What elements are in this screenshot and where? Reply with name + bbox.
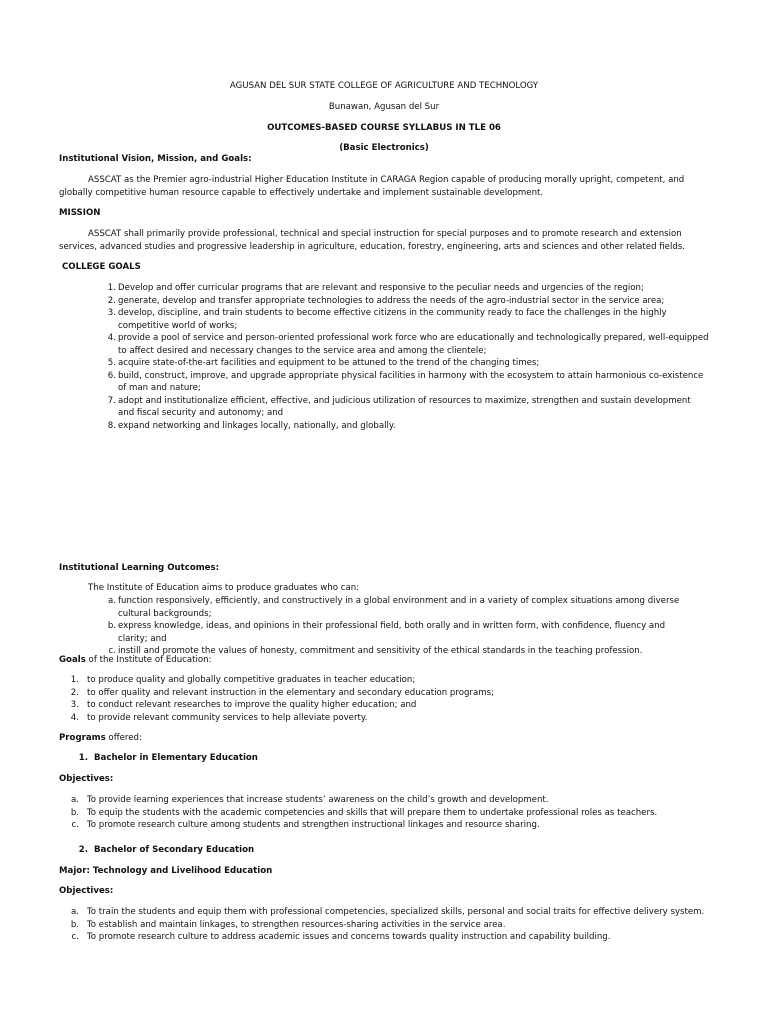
list-item: 2. generate, develop and transfer appropriate technologies to address the needs of the agro-industrial sector in the service area; bbox=[107, 295, 665, 306]
list-item: b. To establish and maintain linkages, to strengthen resources-sharing activities in the service area. bbox=[70, 919, 506, 930]
syllabus-title: OUTCOMES-BASED COURSE SYLLABUS IN TLE 06 bbox=[267, 123, 501, 133]
vision-heading: Institutional Vision, Mission, and Goals: bbox=[59, 154, 252, 164]
program-2: 2. Bachelor of Secondary Education bbox=[78, 845, 255, 855]
list-item: 5. acquire state-of-the-art facilities and equipment to be attuned to the trend of the changing times; bbox=[107, 358, 540, 368]
objectives-1-list bbox=[59, 794, 709, 832]
list-item: b. express knowledge, ideas, and opinions in their professional field, both orally and in written form, with confidence, fluency and clarity; and bbox=[107, 621, 666, 644]
institute-goals-heading: Goals of the Institute of Education: bbox=[59, 655, 212, 665]
mission-heading: MISSION bbox=[59, 208, 101, 218]
program-1: 1. Bachelor in Elementary Education bbox=[78, 753, 258, 763]
list-item: 2. to offer quality and relevant instruction in the elementary and secondary education programs; bbox=[70, 687, 494, 698]
list-item: c. To promote research culture to address academic issues and concerns towards quality instruction and capability building. bbox=[71, 932, 611, 942]
list-item: a. function responsively, efficiently, and constructively in a global environment and in a variety of complex situations among diverse cultural backgrounds; bbox=[108, 596, 680, 619]
institution-location: Bunawan, Agusan del Sur bbox=[328, 102, 440, 112]
list-item: 4. provide a pool of service and person-oriented professional work force who are educationally and technologically prepared, well-equipped to affect desired and necessary changes to the service area and among the clientele; bbox=[107, 333, 709, 356]
list-item: 4. to provide relevant community services to help alleviate poverty. bbox=[70, 712, 368, 723]
objectives-1-heading: Objectives: bbox=[59, 774, 114, 784]
ilo-heading: Institutional Learning Outcomes: bbox=[59, 563, 220, 573]
syllabus-subtitle: (Basic Electronics) bbox=[339, 143, 429, 153]
mission-text: ASSCAT shall primarily provide professional, technical and special instruction for special purposes and to promote research and extension services, advanced studies and progressive leadership in agriculture, education, forestry, engineering, arts and sciences and other related fields. bbox=[59, 229, 686, 252]
list-item: a. To train the students and equip them with professional competencies, specialized skills, personal and social traits for effective delivery system. bbox=[71, 907, 705, 917]
objectives-2-list bbox=[59, 906, 709, 944]
list-item: 1. Develop and offer curricular programs that are relevant and responsive to the peculiar needs and urgencies of the region; bbox=[107, 283, 644, 293]
ilo-list bbox=[103, 595, 683, 658]
programs-heading: Programs offered: bbox=[59, 733, 142, 743]
list-item: b. To equip the students with the academic competencies and skills that will prepare them to undertake professional roles as teachers. bbox=[70, 807, 658, 818]
vision-text: ASSCAT as the Premier agro-industrial Higher Education Institute in CARAGA Region capable of producing morally upright, competent, and globally competitive human resource capable to effectively undertake and implement sustainable development. bbox=[59, 175, 685, 198]
list-item: 3. to conduct relevant researches to improve the quality higher education; and bbox=[70, 700, 417, 710]
list-item: 8. expand networking and linkages locally, nationally, and globally. bbox=[107, 420, 396, 431]
list-item: 3. develop, discipline, and train students to become effective citizens in the community ready to face the challenges in the highly competitive world of works; bbox=[107, 308, 667, 331]
list-item: c. instill and promote the values of honesty, commitment and sensitivity of the ethical standards in the teaching profession. bbox=[108, 646, 643, 656]
list-item: c. To promote research culture among students and strengthen instructional linkages and resource sharing. bbox=[71, 820, 540, 830]
college-goals-heading: COLLEGE GOALS bbox=[62, 262, 141, 272]
list-item: a. To provide learning experiences that increase students’ awareness on the child’s growth and development. bbox=[71, 795, 549, 805]
objectives-2-heading: Objectives: bbox=[59, 886, 114, 896]
major-heading: Major: Technology and Livelihood Education bbox=[59, 866, 273, 876]
list-item: 6. build, construct, improve, and upgrade appropriate physical facilities in harmony with the ecosystem to attain harmonious co-existence of man and nature; bbox=[107, 370, 704, 393]
list-item: 7. adopt and institutionalize efficient, effective, and judicious utilization of resources to maximize, strengthen and sustain development and fiscal security and autonomy; and bbox=[107, 395, 691, 418]
institution-name: AGUSAN DEL SUR STATE COLLEGE OF AGRICULTURE AND TECHNOLOGY bbox=[229, 81, 539, 91]
list-item: 1. to produce quality and globally competitive graduates in teacher education; bbox=[70, 675, 416, 685]
college-goals-list bbox=[103, 282, 709, 432]
ilo-intro: The Institute of Education aims to produce graduates who can: bbox=[88, 583, 360, 593]
institute-goals-list bbox=[59, 674, 709, 724]
